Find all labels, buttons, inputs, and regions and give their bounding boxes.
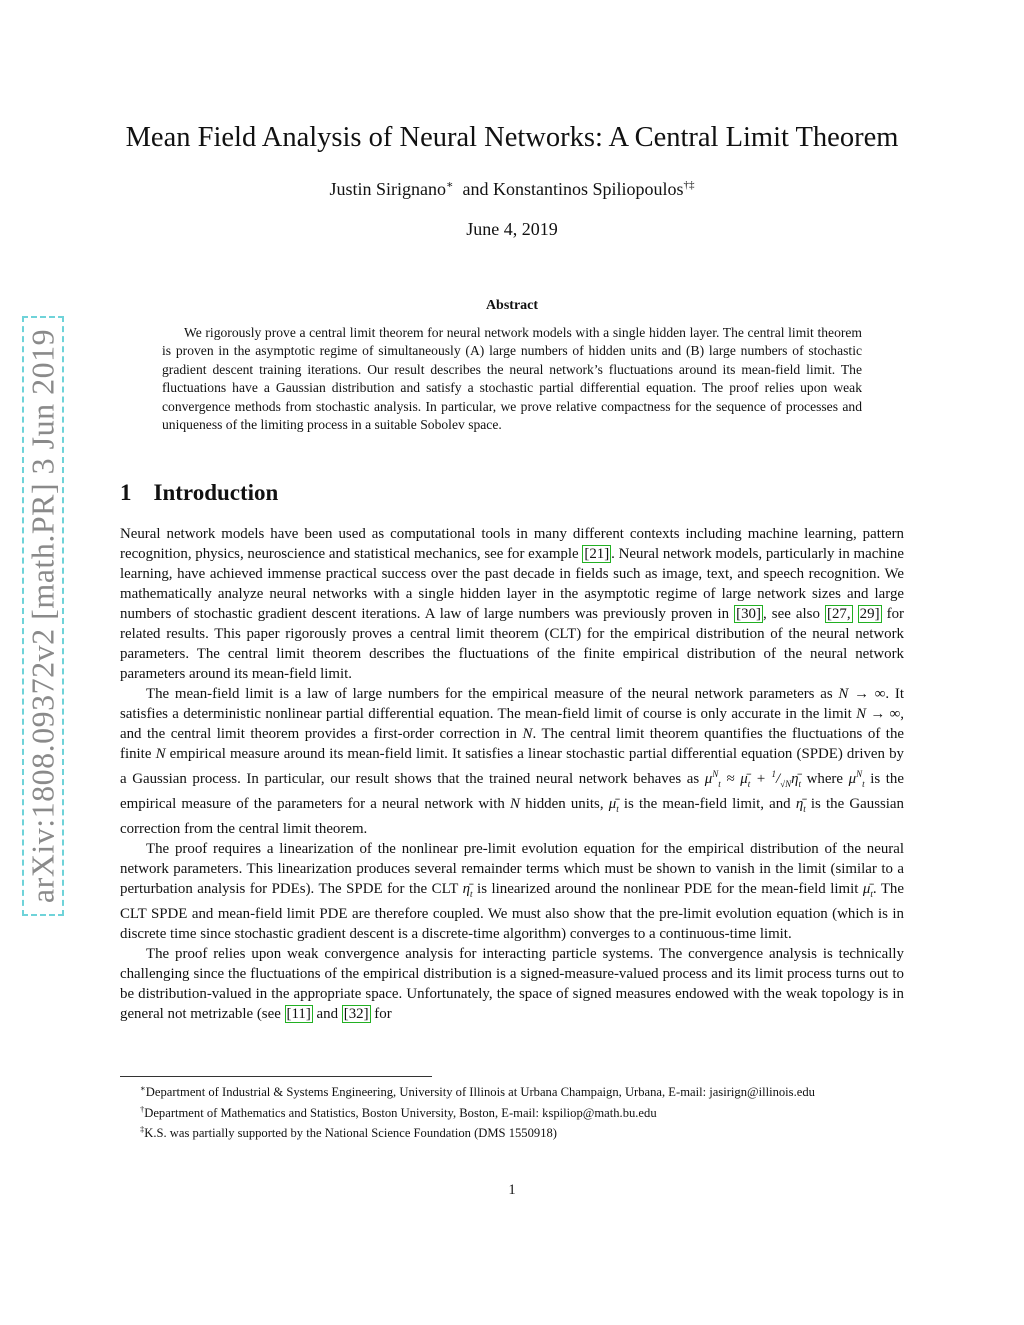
- author-conjunction: and: [462, 179, 489, 199]
- paragraph: The proof requires a linearization of the nonlinear pre-limit evolution equation for the empirical distribution of the neural network parameters. This linearization produces several remainder terms which must be shown to vanish in the limit (similar to a perturbation analysis for PDEs). The SPDE for the CLT $\etā_t$ is linearized around the nonlinear PDE for the mean-field limit $\mū_t$. The CLT SPDE and mean-field limit PDE are therefore coupled. We must also show that the pre-limit evolution equation (which is in discrete time since stochastic gradient descent is a discrete-time algorithm) converges to a continuous-time limit.: [120, 840, 904, 942]
- math-expression: N → ∞: [838, 686, 886, 702]
- arxiv-stamp[interactable]: [22, 316, 64, 916]
- author-name: Konstantinos Spiliopoulos: [492, 179, 684, 199]
- section-number: 1: [120, 480, 132, 505]
- citation-link[interactable]: [27,: [826, 606, 851, 622]
- page-number: 1: [508, 1182, 516, 1198]
- citation-link[interactable]: 29]: [859, 606, 880, 622]
- math-symbol: N: [522, 726, 533, 742]
- author-footnote-mark: †‡: [683, 179, 695, 191]
- math-expression: $\mū_t$: [862, 880, 873, 899]
- footnote: ∗Department of Industrial & Systems Engineering, University of Illinois at Urbana Champaign, Urbana, E-mail: jasirign@illinois.edu: [140, 1083, 815, 1100]
- section-body: [120, 524, 904, 1024]
- paragraph: The mean-field limit is a law of large numbers for the empirical measure of the neural network parameters as N → ∞. It satisfies a deterministic nonlinear partial differential equation. The mean-field limit of course is only accurate in the limit N → ∞, and the central limit theorem provides a first-order correction in N. The central limit theorem quantifies the fluctuations of the finite N empirical measure around its mean-field limit. It satisfies a linear stochastic partial differential equation (SPDE) driven by a Gaussian process. In particular, our result shows that the trained neural network behaves as $\mu^N_t$ ≈ $\mū_t$ + $^1/_{√N}\etā_t$ where $\mu^N_t$ is the empirical measure of the parameters for a neural network with N hidden units, $\mū_t$ is the mean-field limit, and $\etā_t$ is the Gaussian correction from the central limit theorem.: [120, 686, 904, 837]
- footnote-divider: [120, 1076, 432, 1077]
- author-line: [100, 178, 924, 200]
- abstract-heading: Abstract: [485, 298, 539, 313]
- math-expression: N → ∞: [856, 706, 901, 722]
- math-expression: $\mu^N_t$ ≈ $\mū_t$ + $^1/_{√N}\etā_t$: [704, 769, 802, 789]
- author-name: Justin Sirignano: [329, 179, 446, 199]
- citation-link[interactable]: [21]: [584, 546, 610, 562]
- citation-link[interactable]: [32]: [343, 1005, 369, 1022]
- section-heading: [120, 480, 278, 506]
- author-footnote-mark: ∗: [446, 179, 454, 191]
- footnotes: [120, 1080, 904, 1142]
- math-expression: $\etā_t$: [795, 795, 806, 814]
- math-symbol: N: [155, 746, 166, 762]
- section-title: Introduction: [153, 480, 279, 505]
- arxiv-identifier: arXiv:1808.09372v2 [math.PR] 3 Jun 2019: [24, 328, 61, 904]
- citation-link[interactable]: [11]: [286, 1005, 311, 1022]
- abstract-text: We rigorously prove a central limit theorem for neural network models with a single hidden layer. The central limit theorem is proven in the asymptotic regime of simultaneously (A) large numbers of hidden units and (B) large numbers of stochastic gradient descent training iterations. Our result describes the neural network’s fluctuations around its mean-field limit. The fluctuations have a Gaussian distribution and satisfy a stochastic partial differential equation. The proof relies upon weak convergence methods from stochastic analysis. In particular, we prove relative compactness for the sequence of processes and uniqueness of the limiting process in a suitable Sobolev space.: [162, 325, 862, 433]
- math-expression: $\mū_t$: [608, 795, 619, 814]
- citation-link[interactable]: [30]: [736, 606, 761, 622]
- math-symbol: N: [510, 795, 520, 812]
- paper-date: June 4, 2019: [466, 219, 558, 239]
- paragraph: The proof relies upon weak convergence analysis for interacting particle systems. The convergence analysis is technically challenging since the fluctuations of the empirical distribution is a signed-measure-valued process and its limit process turns out to be distribution-valued in the appropriate space. Unfortunately, the space of signed measures endowed with the weak topology is in general not metrizable (see [11] and [32] for: [120, 945, 904, 1022]
- paper-title: Mean Field Analysis of Neural Networks: A Central Limit Theorem: [125, 122, 899, 153]
- math-expression: $\etā_t$: [462, 880, 473, 899]
- math-expression: $\mu^N_t$: [848, 769, 865, 789]
- footnote: †Department of Mathematics and Statistics, Boston University, Boston, E-mail: kspiliop@math.bu.edu: [140, 1103, 657, 1120]
- paragraph: Neural network models have been used as computational tools in many different contexts including machine learning, pattern recognition, physics, neuroscience and statistical mechanics, see for example [21] . Neural network models, particularly in machine learning, have achieved immense practical success over the past decade in fields such as image, text, and speech recognition. We mathematically analyze neural networks with a single hidden layer in the asymptotic regime of large network sizes and large numbers of stochastic gradient descent iterations. A law of large numbers was previously proven in [30] , see also [27, 29] for related results. This paper rigorously proves a central limit theorem (CLT) for the empirical distribution of the neural network parameters. The central limit theorem describes the fluctuations of the finite empirical distribution of the neural network parameters around its mean-field limit.: [120, 526, 904, 682]
- footnote: ‡K.S. was partially supported by the National Science Foundation (DMS 1550918): [140, 1124, 557, 1141]
